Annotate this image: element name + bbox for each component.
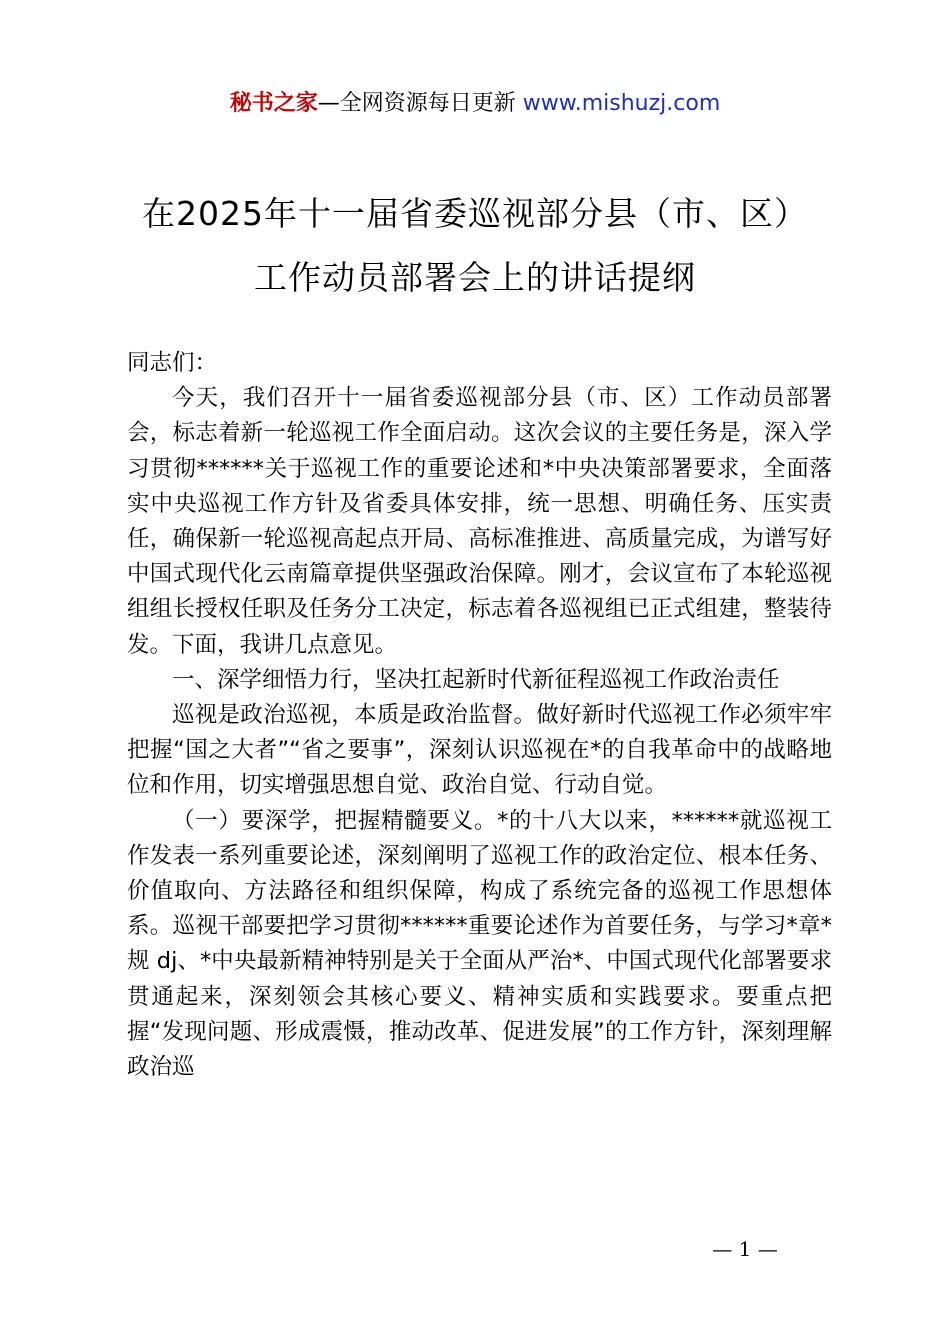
document-title-line-2: 工作动员部署会上的讲话提纲 bbox=[254, 258, 696, 297]
site-url-link[interactable]: www.mishuzj.com bbox=[522, 91, 721, 116]
paragraph: 巡视是政治巡视，本质是政治监督。做好新时代巡视工作必须牢牢把握“国之大者”“省之要事”，深刻认识巡视在*的自我革命中的战略地位和作用，切实增强思想自觉、政治自觉、行动自觉。 bbox=[127, 702, 832, 799]
brand-name: 秘书之家 bbox=[229, 91, 318, 116]
banner-slogan: 全网资源每日更新 bbox=[339, 91, 516, 116]
section-heading: 一、深学细悟力行，坚决扛起新时代新征程巡视工作政治责任 bbox=[172, 666, 780, 693]
salutation: 同志们： bbox=[127, 350, 218, 376]
document-body bbox=[127, 346, 832, 1085]
document-title-line-1: 在2025年十一届省委巡视部分县（市、区） bbox=[142, 194, 808, 233]
paragraph: 今天，我们召开十一届省委巡视部分县（市、区）工作动员部署会，标志着新一轮巡视工作全面启动。这次会议的主要任务是，深入学习贯彻******关于巡视工作的重要论述和*中央决策部署要求，全面落实中央巡视工作方针及省委具体安排，统一思想、明确任务、压实责任，确保新一轮巡视高起点开局、高标准推进、高质量完成，为谱写好中国式现代化云南篇章提供坚强政治保障。刚才，会议宣布了本轮巡视组组长授权任职及任务分工决定，标志着各巡视组已正式组建，整装待发。下面，我讲几点意见。 bbox=[127, 385, 832, 658]
banner-separator: — bbox=[317, 91, 340, 116]
paragraph: （一）要深学，把握精髓要义。*的十八大以来，******就巡视工作发表一系列重要论述，深刻阐明了巡视工作的政治定位、根本任务、价值取向、方法路径和组织保障，构成了系统完备的巡视工作思想体系。巡视干部要把学习贯彻******重要论述作为首要任务，与学习*章*规 dj、*中央最新精神特别是关于全面从严治*、中国式现代化部署要求贯通起来，深刻领会其核心要义、精神实质和实践要求。要重点把握“发现问题、形成震慑，推动改革、促进发展”的工作方针，深刻理解政治巡 bbox=[127, 807, 832, 1081]
site-banner bbox=[0, 88, 950, 120]
page-number: — 1 — bbox=[712, 1237, 778, 1261]
